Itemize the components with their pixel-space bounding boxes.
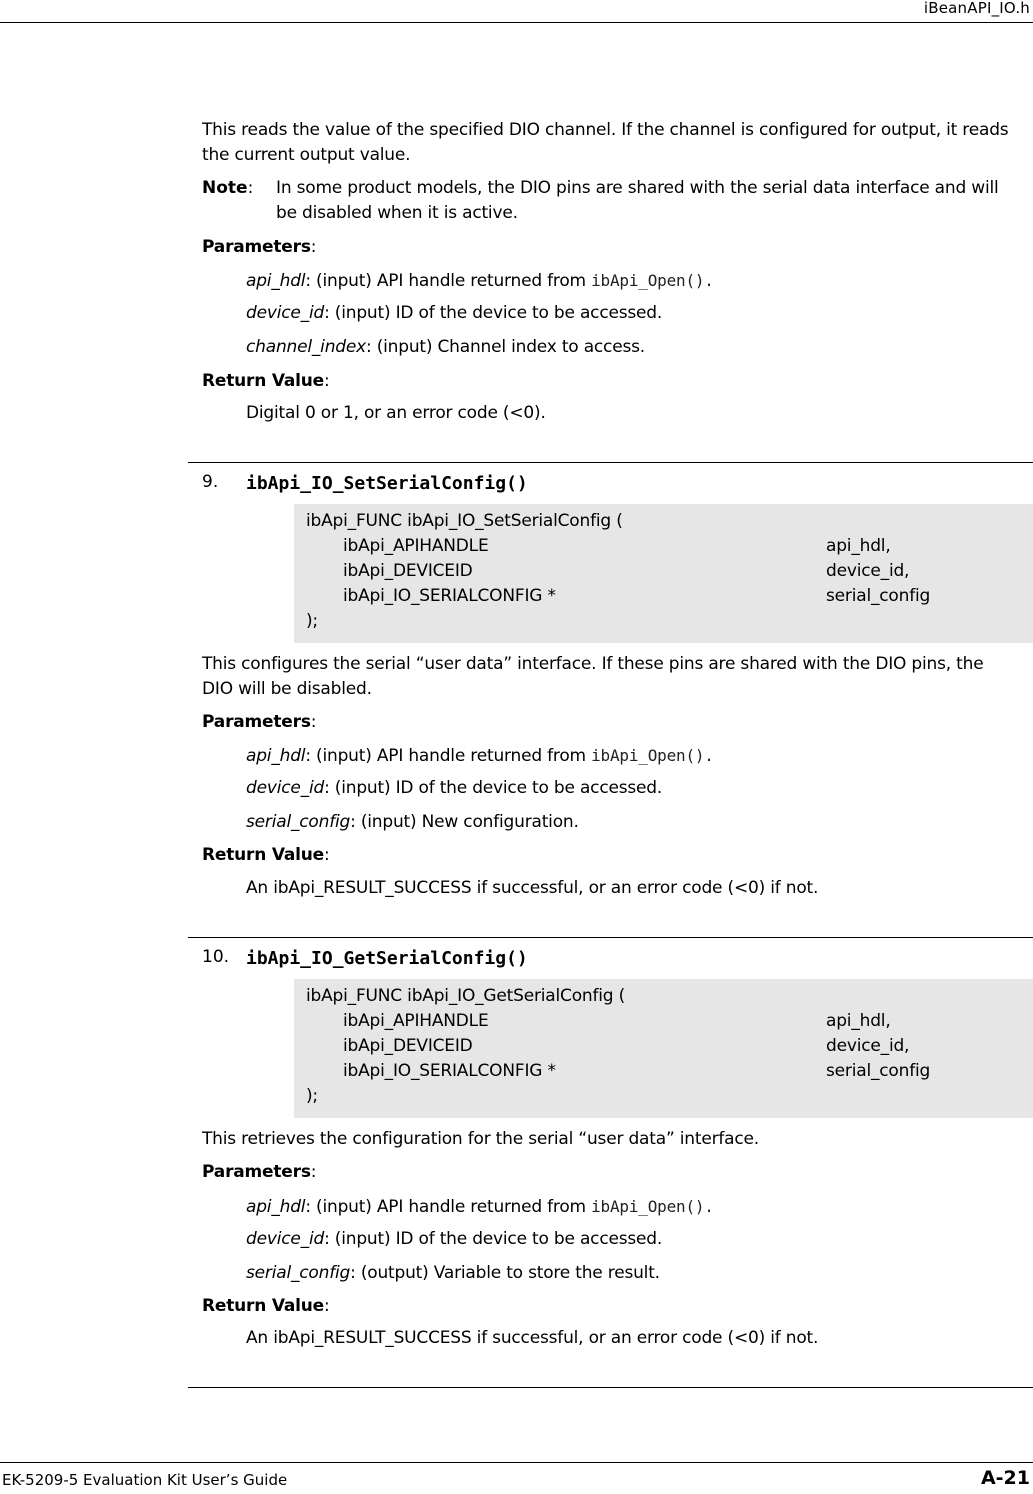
param-name: serial_config	[246, 1263, 351, 1283]
page-header	[0, 0, 1033, 23]
code-signature: ibApi_FUNC ibApi_IO_SetSerialConfig (	[306, 511, 623, 531]
top-param-channel-index	[246, 335, 645, 360]
footer-guide-title: EK-5209-5 Evaluation Kit User’s Guide	[2, 1471, 288, 1489]
note-label	[202, 176, 253, 201]
return-colon: :	[324, 371, 330, 391]
param-desc: : (output) Variable to store the result.	[350, 1263, 660, 1283]
code-param-type: ibApi_APIHANDLE	[343, 1011, 489, 1031]
code-param-name: serial_config	[826, 586, 931, 606]
parameters-label: Parameters	[202, 712, 311, 732]
return-colon: :	[324, 845, 330, 865]
open-func-ref: ibApi_Open().	[591, 746, 714, 765]
section-10-code-block	[294, 979, 1033, 1118]
section-divider	[188, 462, 1033, 463]
code-param-name: device_id,	[826, 561, 910, 581]
param-name: device_id	[246, 303, 325, 323]
parameters-colon: :	[310, 237, 317, 257]
header-title: iBeanAPI_IO.h	[923, 0, 1030, 17]
section-9-param-device-id	[246, 776, 662, 801]
return-label: Return Value	[202, 371, 325, 391]
code-param-type: ibApi_IO_SERIALCONFIG *	[343, 1061, 556, 1081]
note-text: In some product models, the DIO pins are shared with the serial data interface and will be disabled when it is active.	[276, 178, 999, 223]
return-label: Return Value	[202, 845, 325, 865]
section-10-number: 10.	[202, 947, 230, 967]
top-param-device-id	[246, 301, 662, 326]
param-name: api_hdl	[246, 1197, 306, 1217]
code-param-name: serial_config	[826, 1061, 931, 1081]
param-name: serial_config	[246, 812, 351, 832]
page-footer	[0, 1462, 1033, 1494]
parameters-colon: :	[310, 712, 317, 732]
section-9-param-serial-config	[246, 810, 579, 835]
code-param-type: ibApi_DEVICEID	[343, 561, 473, 581]
top-parameters-heading	[202, 235, 1017, 260]
top-description: This reads the value of the specified DIO channel. If the channel is configured for output, it reads the current output value.	[202, 120, 1009, 165]
param-desc: : (input) API handle returned from	[305, 1197, 592, 1217]
section-9-function-name: ibApi_IO_SetSerialConfig()	[246, 473, 528, 494]
param-name: channel_index	[246, 337, 366, 357]
section-9-return-text: An ibApi_RESULT_SUCCESS if successful, or an error code (<0) if not.	[246, 878, 819, 898]
param-name: api_hdl	[246, 271, 306, 291]
param-name: device_id	[246, 1229, 325, 1249]
param-desc: : (input) Channel index to access.	[365, 337, 645, 357]
code-param-type: ibApi_DEVICEID	[343, 1036, 473, 1056]
section-9-number: 9.	[202, 472, 219, 492]
section-divider	[188, 1387, 1033, 1388]
page-number: A-21	[980, 1467, 1030, 1489]
section-9-return-heading	[202, 843, 1017, 868]
section-10-description: This retrieves the configuration for the serial “user data” interface.	[202, 1129, 759, 1149]
section-10-parameters-heading	[202, 1160, 1017, 1185]
param-desc: : (input) ID of the device to be accessed.	[324, 778, 663, 798]
top-return-text: Digital 0 or 1, or an error code (<0).	[246, 403, 546, 423]
code-signature: ibApi_FUNC ibApi_IO_GetSerialConfig (	[306, 986, 626, 1006]
parameters-label: Parameters	[202, 237, 311, 257]
section-9-code-block	[294, 504, 1033, 643]
open-func-ref: ibApi_Open().	[591, 271, 714, 290]
section-10-function-name: ibApi_IO_GetSerialConfig()	[246, 948, 528, 969]
code-param-type: ibApi_APIHANDLE	[343, 536, 489, 556]
code-close: );	[306, 1086, 318, 1106]
section-10-param-serial-config	[246, 1261, 660, 1286]
param-desc: : (input) New configuration.	[350, 812, 579, 832]
code-param-name: device_id,	[826, 1036, 910, 1056]
section-10-param-device-id	[246, 1227, 662, 1252]
param-desc: : (input) ID of the device to be accessed.	[324, 1229, 663, 1249]
param-desc: : (input) API handle returned from	[305, 746, 592, 766]
param-name: device_id	[246, 778, 325, 798]
section-10-param-api-hdl	[246, 1194, 714, 1220]
code-param-type: ibApi_IO_SERIALCONFIG *	[343, 586, 556, 606]
code-close: );	[306, 611, 318, 631]
section-divider	[188, 937, 1033, 938]
code-param-name: api_hdl,	[826, 536, 891, 556]
section-10-return-heading	[202, 1294, 1017, 1319]
section-9-param-api-hdl	[246, 743, 714, 769]
param-desc: : (input) API handle returned from	[305, 271, 592, 291]
top-return-heading	[202, 369, 1017, 394]
param-desc: : (input) ID of the device to be accessed.	[324, 303, 663, 323]
open-func-ref: ibApi_Open().	[591, 1197, 714, 1216]
parameters-label: Parameters	[202, 1162, 311, 1182]
note-colon: :	[247, 178, 254, 198]
section-9-parameters-heading	[202, 710, 1017, 735]
section-10-return-text: An ibApi_RESULT_SUCCESS if successful, or an error code (<0) if not.	[246, 1328, 819, 1348]
parameters-colon: :	[310, 1162, 317, 1182]
return-colon: :	[324, 1296, 330, 1316]
return-label: Return Value	[202, 1296, 325, 1316]
section-9-description: This configures the serial “user data” interface. If these pins are shared with the DIO pins, the DIO will be disabled.	[202, 654, 984, 699]
code-param-name: api_hdl,	[826, 1011, 891, 1031]
top-param-api-hdl	[246, 268, 714, 294]
param-name: api_hdl	[246, 746, 306, 766]
note-label-text: Note	[202, 178, 248, 198]
